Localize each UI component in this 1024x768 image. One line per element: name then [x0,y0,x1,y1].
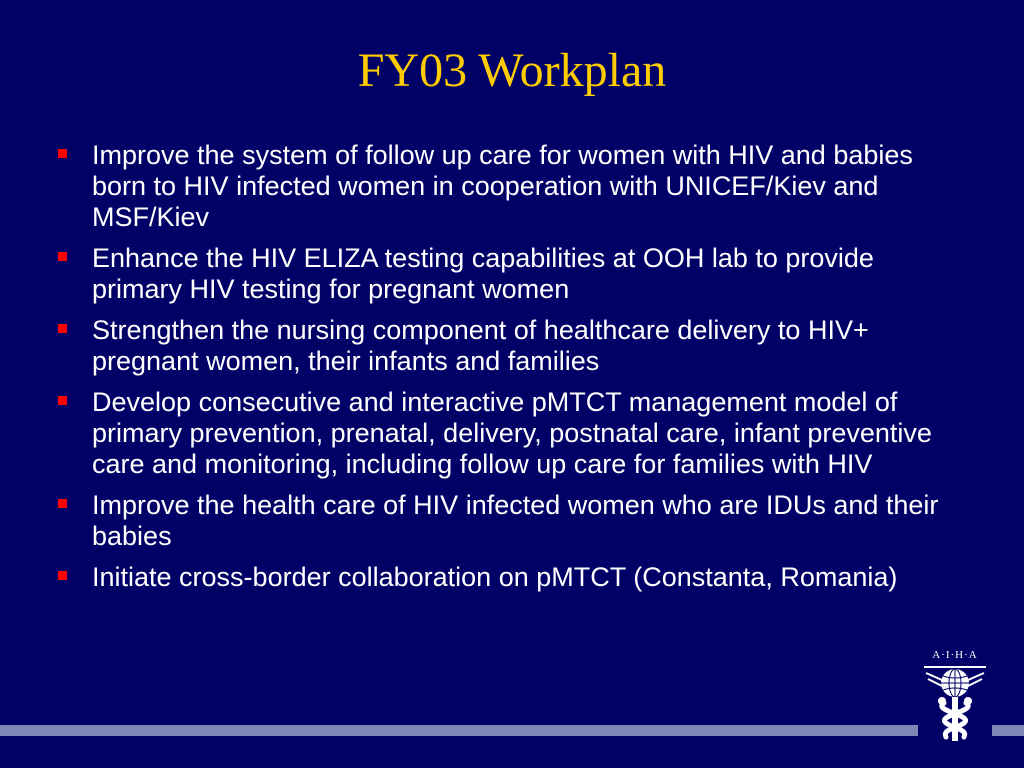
slide-title: FY03 Workplan [357,44,667,97]
bullet-item [54,315,959,377]
square-bullet-icon [58,396,67,405]
bullet-item [54,140,959,233]
bullet-list [54,140,959,603]
bullet-text: Develop consecutive and interactive pMTCT management model of primary prevention, prenatal, delivery, postnatal care, infant preventive care and monitoring, including follow up care for families with HIV [92,387,932,479]
footer-bar-end [992,725,1024,736]
footer-bar [0,725,918,736]
bullet-item [54,387,959,480]
bullet-item [54,490,959,552]
bullet-item [54,562,959,593]
bullet-text: Initiate cross-border collaboration on pMTCT (Constanta, Romania) [92,562,898,592]
square-bullet-icon [58,499,67,508]
square-bullet-icon [58,149,67,158]
logo-text: A·I·H·A [932,649,978,661]
square-bullet-icon [58,571,67,580]
bullet-text: Improve the system of follow up care for women with HIV and babies born to HIV infected women in cooperation with UNICEF/Kiev and MSF/Kiev [92,140,913,232]
bullet-text: Strengthen the nursing component of healthcare delivery to HIV+ pregnant women, their infants and families [92,315,869,376]
aiha-logo [918,645,992,745]
globe-caduceus-icon [918,659,992,745]
bullet-text: Improve the health care of HIV infected women who are IDUs and their babies [92,490,939,551]
bullet-item [54,243,959,305]
bullet-text: Enhance the HIV ELIZA testing capabilities at OOH lab to provide primary HIV testing for pregnant women [92,243,874,304]
square-bullet-icon [58,252,67,261]
square-bullet-icon [58,324,67,333]
